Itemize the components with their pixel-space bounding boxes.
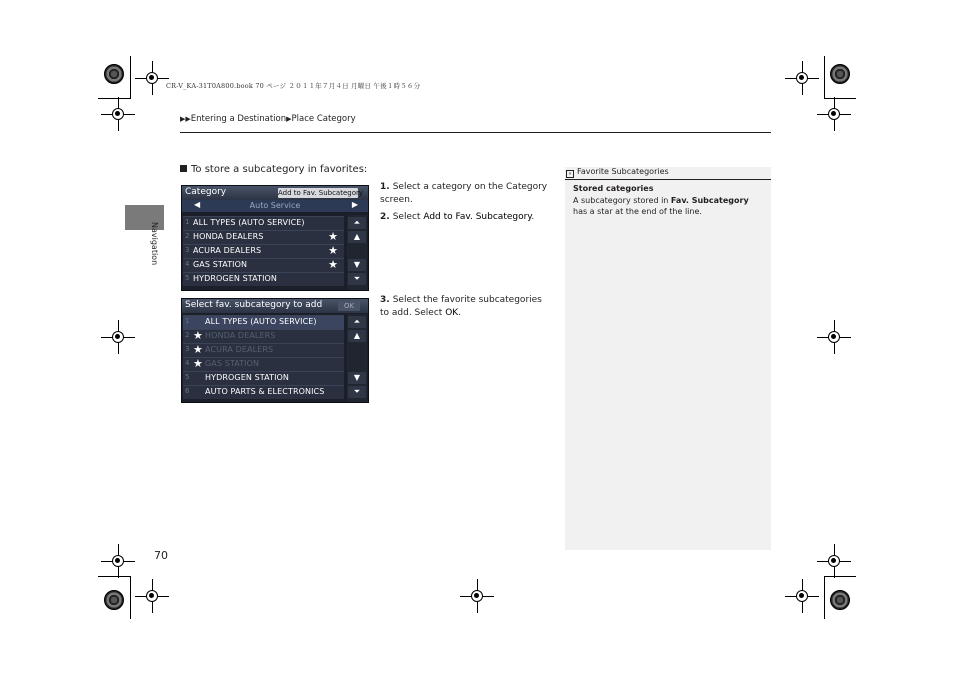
ok-button[interactable]: OK (338, 301, 360, 311)
list-item[interactable] (183, 272, 344, 286)
step-highlight: OK (445, 308, 459, 318)
scroll-top-button[interactable]: ⏶ (348, 316, 366, 328)
breadcrumb-part2: Place Category (291, 114, 356, 124)
note-text: has a star at the end of the line. (573, 207, 702, 216)
list-item[interactable] (183, 357, 344, 371)
star-icon: ★ (193, 343, 203, 356)
star-icon: ★ (193, 357, 203, 370)
crop-mark (130, 576, 131, 619)
row-index: 4 (185, 260, 190, 268)
category-screen (181, 185, 369, 291)
step-2 (380, 211, 550, 224)
step-highlight: Add to Fav. Subcategory (423, 212, 532, 222)
add-to-fav-subcategory-button[interactable]: Add to Fav. Subcategory (278, 189, 364, 197)
step-text: . (531, 212, 535, 222)
star-icon: ★ (193, 329, 203, 342)
list-item[interactable] (183, 385, 344, 399)
row-index: 3 (185, 246, 190, 254)
step-3 (380, 294, 550, 320)
row-label: ACURA DEALERS (193, 246, 262, 255)
list-item[interactable] (183, 258, 344, 272)
list-item[interactable] (183, 230, 344, 244)
row-label: GAS STATION (193, 260, 248, 269)
square-bullet-icon (180, 165, 187, 172)
step-number: 1. (380, 182, 390, 192)
row-index: 5 (185, 274, 190, 282)
scroll-bottom-button[interactable]: ⏷ (348, 273, 366, 285)
row-label: ALL TYPES (AUTO SERVICE) (205, 317, 317, 326)
crop-mark (824, 56, 825, 99)
note-body (573, 195, 765, 217)
note-panel-header (565, 167, 771, 180)
row-index: 1 (185, 218, 190, 226)
step-text: Select a category on the Category screen. (380, 182, 548, 205)
row-label: ACURA DEALERS (205, 345, 274, 354)
crop-mark (824, 576, 825, 619)
crop-mark (98, 576, 130, 577)
registration-dial-icon (104, 64, 124, 84)
list-item[interactable] (183, 371, 344, 385)
note-panel-title: Favorite Subcategories (577, 167, 669, 176)
row-index: 2 (185, 232, 190, 240)
screen-title: Category (185, 187, 227, 197)
scroll-bottom-button[interactable]: ⏷ (348, 386, 366, 398)
select-fav-subcategory-screen (181, 298, 369, 403)
scroll-up-button[interactable]: ▲ (348, 330, 366, 342)
note-text: A subcategory stored in (573, 196, 671, 205)
crop-mark (824, 576, 856, 577)
row-index: 3 (185, 345, 190, 353)
breadcrumb (180, 114, 356, 124)
row-label: HYDROGEN STATION (193, 274, 278, 283)
section-heading (180, 164, 367, 175)
row-label: ALL TYPES (AUTO SERVICE) (193, 218, 305, 227)
scroll-up-button[interactable]: ▲ (348, 231, 366, 243)
side-tab-label: Navigation (150, 222, 159, 266)
registration-dial-icon (104, 590, 124, 610)
crop-mark (98, 98, 130, 99)
row-label: HONDA DEALERS (193, 232, 264, 241)
list-item[interactable] (183, 244, 344, 258)
header-rule (180, 132, 771, 133)
row-index: 5 (185, 373, 190, 381)
scroll-column (347, 215, 367, 290)
note-highlight: Fav. Subcategory (670, 196, 749, 205)
section-heading-text: To store a subcategory in favorites: (191, 164, 368, 175)
star-icon: ★ (328, 244, 338, 257)
print-header: CR-V_KA-31T0A800.book 70 ページ ２０１１年７月４日 月曜日 午後１時５６分 (166, 82, 421, 90)
row-index: 4 (185, 359, 190, 367)
list-item[interactable] (183, 216, 344, 230)
list-item[interactable] (183, 329, 344, 343)
registration-dial-icon (830, 64, 850, 84)
screen-title: Select fav. subcategory to add (185, 300, 323, 310)
breadcrumb-separator-icon: ▶ (286, 115, 292, 123)
list-item[interactable] (183, 315, 344, 329)
crop-mark (130, 56, 131, 99)
next-arrow-icon[interactable]: ▶ (351, 200, 358, 209)
row-label: AUTO PARTS & ELECTRONICS (205, 387, 325, 396)
previous-arrow-icon[interactable]: ◀ (194, 200, 201, 209)
registration-dial-icon (830, 590, 850, 610)
subcategory-bar (182, 200, 368, 212)
note-subheading: Stored categories (573, 184, 654, 193)
row-label: HYDROGEN STATION (205, 373, 290, 382)
breadcrumb-arrows-icon: ▶▶ (180, 115, 191, 123)
star-icon: ★ (328, 258, 338, 271)
breadcrumb-part1: Entering a Destination (190, 114, 287, 124)
scroll-top-button[interactable]: ⏶ (348, 217, 366, 229)
row-label: GAS STATION (205, 359, 260, 368)
scroll-column (347, 314, 367, 402)
step-number: 3. (380, 295, 390, 305)
row-index: 2 (185, 331, 190, 339)
note-icon: » (566, 170, 574, 178)
page-number: 70 (154, 549, 168, 562)
scroll-down-button[interactable]: ▼ (348, 259, 366, 271)
note-panel (565, 167, 771, 550)
step-number: 2. (380, 212, 390, 222)
star-icon: ★ (328, 230, 338, 243)
list-item[interactable] (183, 343, 344, 357)
row-index: 6 (185, 387, 190, 395)
step-text: Select (392, 212, 424, 222)
step-text: . (458, 308, 462, 318)
row-label: HONDA DEALERS (205, 331, 276, 340)
row-index: 1 (185, 317, 190, 325)
subcategory-label: Auto Service (249, 201, 301, 210)
step-text: Select the favorite subcategories to add. Select (380, 295, 542, 318)
crop-mark (824, 98, 856, 99)
step-1 (380, 181, 550, 207)
scroll-down-button[interactable]: ▼ (348, 372, 366, 384)
